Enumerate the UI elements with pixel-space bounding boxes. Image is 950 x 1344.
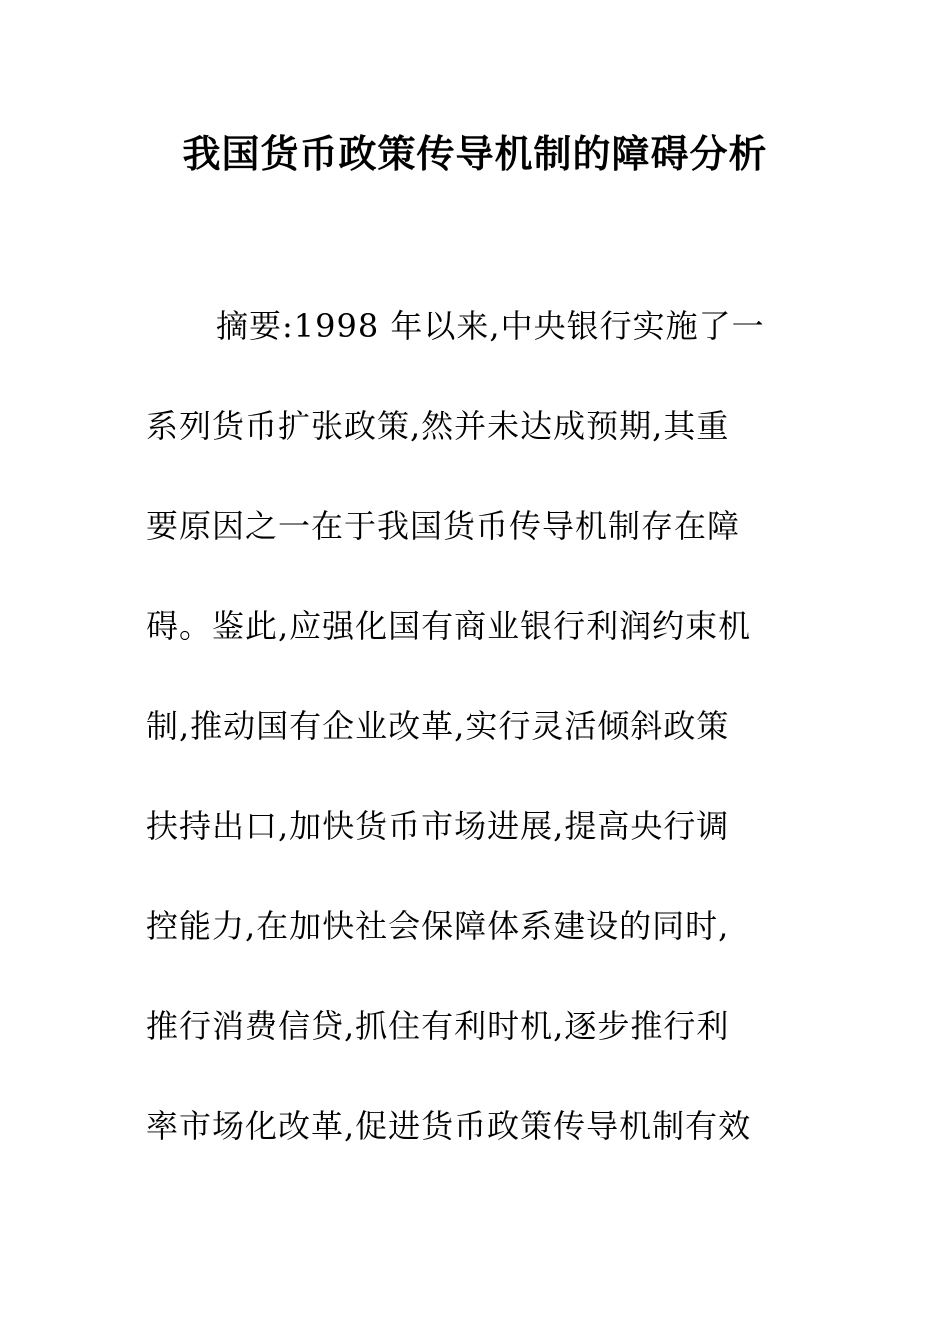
abstract-line-3: 要原因之一在于我国货币传导机制存在障 <box>146 507 741 545</box>
abstract-paragraph <box>146 300 806 1200</box>
abstract-line-6: 扶持出口,加快货币市场进展,提高央行调 <box>146 807 730 845</box>
abstract-line-5: 制,推动国有企业改革,实行灵活倾斜政策 <box>146 707 730 745</box>
abstract-line-1: 摘要:1998 年以来,中央银行实施了一 <box>216 307 765 345</box>
document-title: 我国货币政策传导机制的障碍分析 <box>182 131 768 176</box>
abstract-line-2: 系列货币扩张政策,然并未达成预期,其重 <box>146 407 730 445</box>
abstract-line-7: 控能力,在加快社会保障体系建设的同时, <box>146 907 730 945</box>
abstract-line-9: 率市场化改革,促进货币政策传导机制有效 <box>146 1107 752 1145</box>
abstract-line-4: 碍。鉴此,应强化国有商业银行利润约束机 <box>146 607 752 645</box>
abstract-line-8: 推行消费信贷,抓住有利时机,逐步推行利 <box>146 1007 730 1045</box>
